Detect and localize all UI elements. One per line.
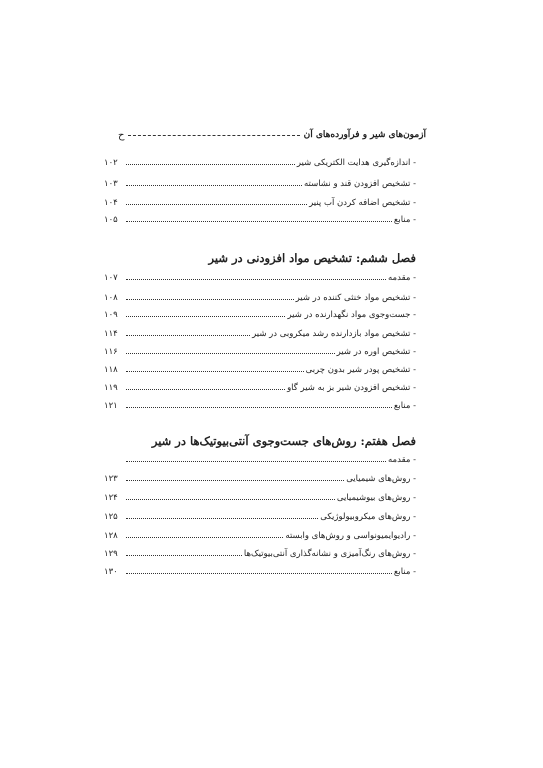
toc-entry-page: ۱۰۸ [104,293,118,303]
dot-leader [126,316,285,317]
toc-entry-page: ۱۲۳ [104,474,118,484]
dot-leader [126,164,295,165]
dot-leader [126,185,302,186]
dot-leader [126,573,392,574]
header-page-letter: ح [118,129,125,141]
toc-entry [104,326,416,339]
dot-leader [126,555,242,556]
dot-leader [126,461,386,462]
toc-entry-label: - منابع [393,567,416,577]
dot-leader [126,299,294,300]
toc-entry [104,546,416,559]
toc-entry [104,344,416,357]
toc-entry-page: ۱۱۹ [104,383,118,393]
toc-entry [104,509,416,522]
header-title: آزمون‌های شیر و فرآورده‌های آن [303,130,426,140]
toc-entry-page: ۱۲۹ [104,549,118,559]
chapter-title: فصل ششم: تشخیص مواد افزودنی در شیر [208,251,416,265]
toc-entry-page: ۱۳۰ [104,567,118,577]
toc-entry [104,490,416,503]
toc-entry-label: - تشخیص پودر شیر بدون چربی [305,365,416,375]
toc-entry-label: - تشخیص اوره در شیر [336,347,416,357]
toc-entry-page: ۱۰۳ [104,179,118,189]
toc-entry-page: ۱۲۱ [104,401,118,411]
toc-entry-page: ۱۲۸ [104,531,118,541]
dot-leader [126,480,344,481]
toc-entry-page: ۱۲۴ [104,493,118,503]
toc-entry [104,307,416,320]
toc-entry-label: - منابع [393,215,416,225]
toc-entry-page: ۱۰۲ [104,158,118,168]
toc-entry [104,212,416,225]
toc-entry [104,452,416,465]
dot-leader [126,353,335,354]
running-header [118,128,426,142]
dot-leader [126,389,285,390]
toc-entry [104,290,416,303]
toc-entry [104,564,416,577]
dot-leader [126,221,392,222]
toc-entry-page: ۱۰۷ [104,273,118,283]
toc-entry-page: ۱۱۴ [104,329,118,339]
toc-entry-page: ۱۲۵ [104,512,118,522]
toc-entry-label: - روش‌های بیوشیمیایی [336,493,416,503]
toc-entry-label: - روش‌های رنگ‌آمیزی و نشانه‌گذاری آنتی‌بیوتیک‌ها [243,549,416,559]
dot-leader [126,518,318,519]
dot-leader [126,537,283,538]
toc-entry-page: ۱۱۶ [104,347,118,357]
toc-entry-label: - تشخیص افزودن قند و نشاسته [303,179,416,189]
dot-leader [126,371,304,372]
toc-entry-label: - روش‌های میکروبیولوژیکی [320,512,416,522]
toc-entry-label: - تشخیص مواد بازدارنده رشد میکروبی در شیر [252,329,416,339]
toc-entry [104,155,416,168]
toc-entry-label: - مقدمه [388,455,416,465]
dot-leader [126,499,335,500]
chapter-title: فصل هفتم: روش‌های جست‌وجوی آنتی‌بیوتیک‌ها در شیر [151,434,416,448]
toc-entry [104,270,416,283]
toc-entry-label: - مقدمه [388,273,416,283]
toc-entry-label: - تشخیص اضافه کردن آب پنیر [309,198,416,208]
toc-entry [104,528,416,541]
toc-entry-page: ۱۰۴ [104,198,118,208]
dot-leader [126,279,386,280]
header-dashed-rule [128,135,299,136]
toc-entry-label: - منابع [393,401,416,411]
dot-leader [126,335,250,336]
toc-entry [104,195,416,208]
dot-leader [126,204,307,205]
toc-entry [104,471,416,484]
toc-entry-label: - رادیوایمیونواسی و روش‌های وابسته [285,531,416,541]
dot-leader [126,407,392,408]
toc-entry-page: ۱۰۵ [104,215,118,225]
toc-entry [104,362,416,375]
toc-entry-label: - اندازه‌گیری هدایت الکتریکی شیر [296,158,416,168]
toc-entry-label: - تشخیص افزودن شیر بز به شیر گاو [287,383,416,393]
toc-entry-label: - تشخیص مواد خنثی کننده در شیر [295,293,416,303]
toc-entry-page: ۱۱۸ [104,365,118,375]
toc-entry [104,176,416,189]
toc-entry [104,398,416,411]
toc-entry-label: - جست‌وجوی مواد نگهدارنده در شیر [287,310,416,320]
toc-entry-page: ۱۰۹ [104,310,118,320]
toc-entry-label: - روش‌های شیمیایی [346,474,416,484]
toc-entry [104,380,416,393]
